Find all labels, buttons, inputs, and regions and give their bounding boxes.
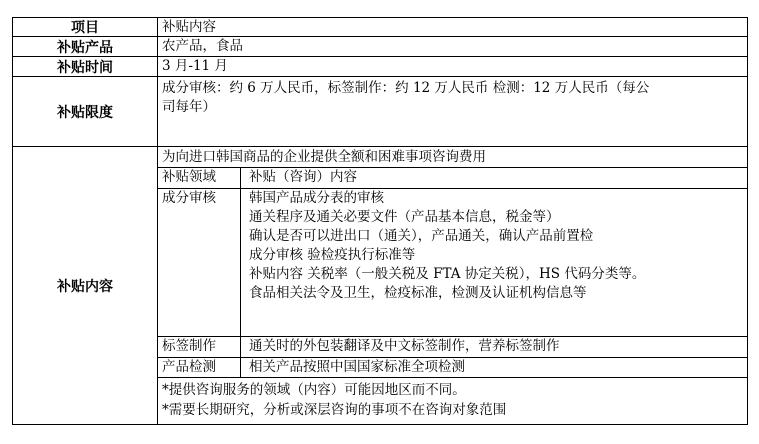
subsidy-table <box>12 17 748 425</box>
limit-value <box>157 77 747 146</box>
limit-row <box>13 77 747 147</box>
note-line: *需要长期研究，分析或深层咨询的事项不在咨询对象范围 <box>162 402 507 418</box>
period-value: 3 月-11 月 <box>162 58 228 74</box>
labeling-label: 标签制作 <box>157 337 241 357</box>
table-header-row <box>13 18 747 37</box>
testing-label: 产品检测 <box>157 358 241 377</box>
limit-line-2: 司每年） <box>162 99 216 115</box>
header-value: 补贴内容 <box>162 18 216 35</box>
header-label: 项目 <box>13 18 158 36</box>
limit-label: 补贴限度 <box>13 77 158 146</box>
field-header-label: 补贴领域 <box>157 168 241 188</box>
review-line: 通关程序及通关必要文件（产品基本信息，税金等） <box>249 209 560 225</box>
review-label: 成分审核 <box>157 189 241 336</box>
content-row <box>13 147 747 424</box>
limit-line-1: 成分审核：约 6 万人民币，标签制作：约 12 万人民币 检测：12 万人民币（每公 <box>162 80 650 96</box>
products-value: 农产品，食品 <box>162 38 243 54</box>
products-row <box>13 37 747 57</box>
products-label: 补贴产品 <box>13 37 158 56</box>
note-line: *提供咨询服务的领域（内容）可能因地区而不同。 <box>162 382 466 398</box>
testing-value: 相关产品按照中国国家标准全项检测 <box>249 359 465 375</box>
review-line: 补贴内容 关税率（一般关税及 FTA 协定关税），HS 代码分类等。 <box>249 266 646 282</box>
review-line: 食品相关法令及卫生，检疫标准，检测及认证机构信息等 <box>249 285 587 301</box>
content-label: 补贴内容 <box>13 147 158 424</box>
period-row <box>13 57 747 77</box>
notes <box>162 380 747 420</box>
review-content <box>241 189 747 303</box>
field-header-value: 补贴（咨询）内容 <box>249 169 357 185</box>
period-label: 补贴时间 <box>13 57 158 76</box>
review-line: 确认是否可以进出口（通关），产品通关，确认产品前置检 <box>249 228 594 244</box>
review-line: 成分审核 验检疫执行标准等 <box>249 247 416 263</box>
content-intro: 为向进口韩国商品的企业提供全额和困难事项咨询费用 <box>162 149 486 165</box>
review-line: 韩国产品成分表的审核 <box>249 190 384 206</box>
divider <box>157 377 747 378</box>
labeling-value: 通关时的外包装翻译及中文标签制作，营养标签制作 <box>249 338 560 354</box>
